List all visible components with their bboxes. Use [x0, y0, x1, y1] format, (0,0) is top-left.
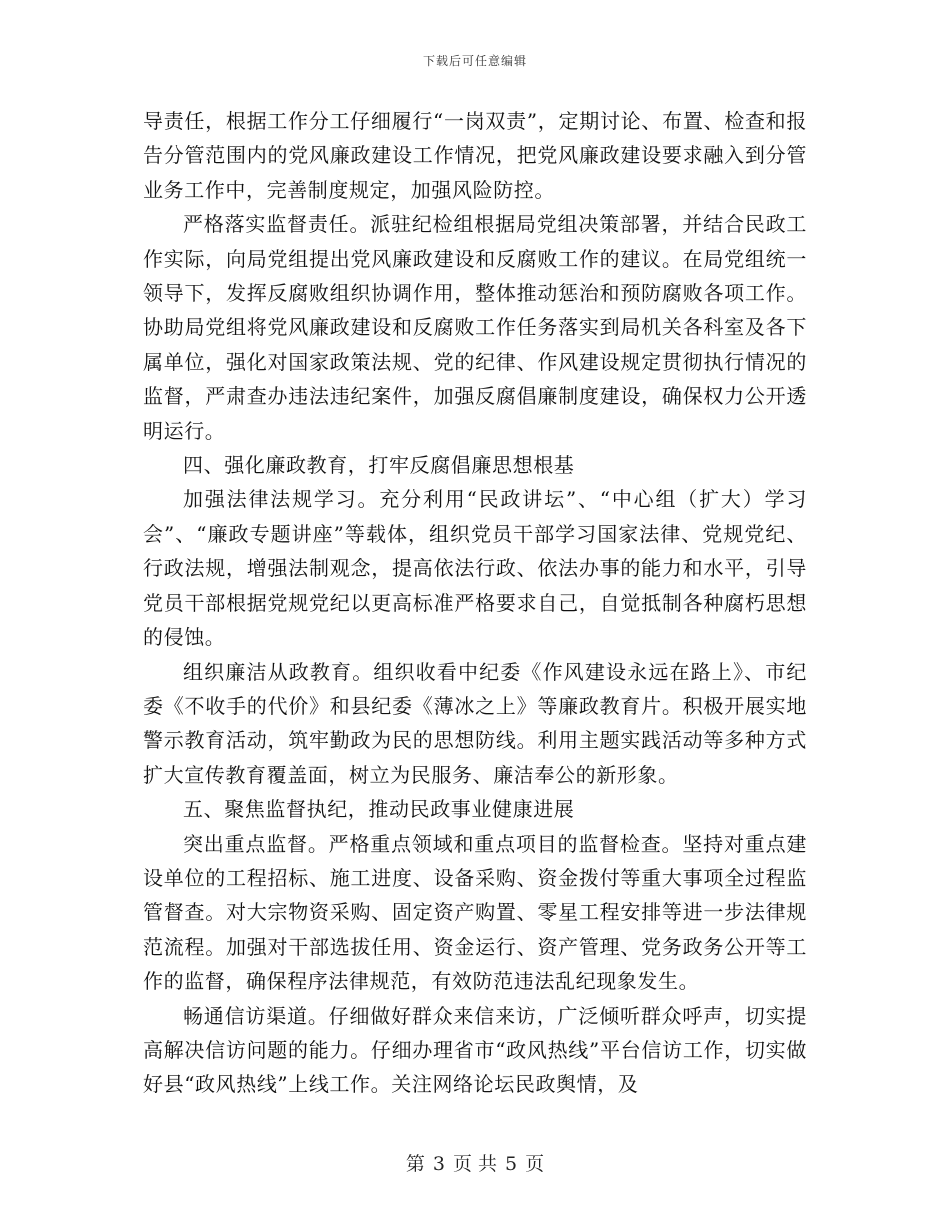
paragraph: 组织廉洁从政教育。组织收看中纪委《作风建设永远在路上》、市纪委《不收手的代价》和县纪委《薄冰之上》等廉政教育片。积极开展实地警示教育活动，筑牢勤政为民的思想防线。利用主题实践活动等多种方式扩大宣传教育覆盖面，树立为民服务、廉洁奉公的新形象。 [143, 659, 807, 787]
section-heading: 四、强化廉政教育，打牢反腐倡廉思想根基 [183, 453, 575, 478]
document-body [143, 104, 807, 1102]
section-heading: 五、聚焦监督执纪，推动民政事业健康进展 [183, 797, 575, 822]
current-page-number: 3 [432, 1153, 445, 1175]
total-page-count: 5 [505, 1153, 518, 1175]
paragraph: 突出重点监督。严格重点领域和重点项目的监督检查。坚持对重点建设单位的工程招标、施工进度、设备采购、资金拨付等重大事项全过程监管督查。对大宗物资采购、固定资产购置、零星工程安排等进一步法律规范流程。加强对干部选拔任用、资金运行、资产管理、党务政务公开等工作的监督，确保程序法律规范，有效防范违法乱纪现象发生。 [143, 831, 807, 994]
page-header: 下载后可任意编辑 [422, 54, 527, 68]
paragraph: 导责任，根据工作分工仔细履行“一岗双责”，定期讨论、布置、检查和报告分管范围内的党风廉政建设工作情况，把党风廉政建设要求融入到分管业务工作中，完善制度规定，加强风险防控。 [143, 109, 807, 202]
footer-middle: 页 共 [452, 1153, 498, 1175]
page-footer [0, 1149, 950, 1176]
paragraph: 加强法律法规学习。充分利用“民政讲坛”、“中心组（扩大）学习会”、“廉政专题讲座”等载体，组织党员干部学习国家法律、党规党纪、行政法规，增强法制观念，提高依法行政、依法办事的能力和水平，引导党员干部根据党规党纪以更高标准严格要求自己，自觉抵制各种腐朽思想的侵蚀。 [143, 487, 807, 650]
paragraph: 严格落实监督责任。派驻纪检组根据局党组决策部署，并结合民政工作实际，向局党组提出党风廉政建设和反腐败工作的建议。在局党组统一领导下，发挥反腐败组织协调作用，整体推动惩治和预防腐败各项工作。协助局党组将党风廉政建设和反腐败工作任务落实到局机关各科室及各下属单位，强化对国家政策法规、党的纪律、作风建设规定贯彻执行情况的监督，严肃查办违法违纪案件，加强反腐倡廉制度建设，确保权力公开透明运行。 [143, 212, 807, 443]
footer-prefix: 第 [405, 1153, 425, 1175]
footer-suffix: 页 [525, 1153, 545, 1175]
paragraph: 畅通信访渠道。仔细做好群众来信来访，广泛倾听群众呼声，切实提高解决信访问题的能力。仔细办理省市“政风热线”平台信访工作，切实做好县“政风热线”上线工作。关注网络论坛民政舆情，及 [143, 1003, 807, 1097]
